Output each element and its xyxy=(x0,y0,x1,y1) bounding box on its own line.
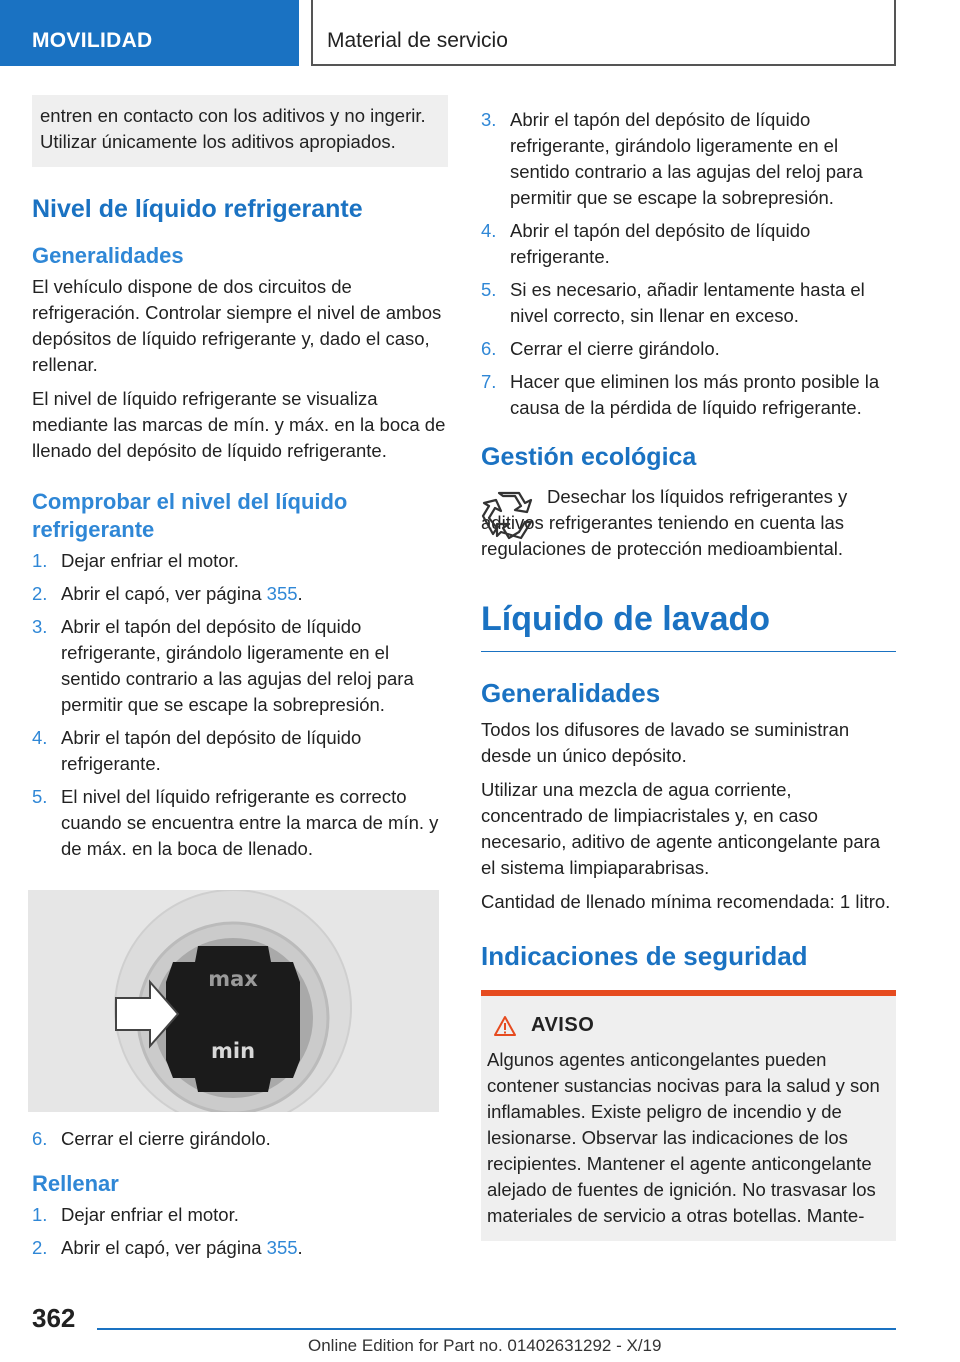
heading-general: Generalidades xyxy=(32,243,184,268)
list-item: 7. Hacer que eliminen los más pronto posible la causa de la pérdida de líquido refrigerante. xyxy=(481,371,880,418)
eco-note xyxy=(481,484,896,562)
note-box: entren en contacto con los aditivos y no ingerir. Utilizar únicamente los aditivos apropiados. xyxy=(32,95,448,167)
list-item: 4. Abrir el tapón del depósito de líquido refrigerante. xyxy=(32,727,362,774)
heading-coolant-level: Nivel de líquido refrigerante xyxy=(32,195,363,223)
eco-text: Desechar los líquidos refrigerantes y aditivos refrigerantes teniendo en cuenta las regulaciones de protección medioambiental. xyxy=(481,486,848,559)
paragraph: Todos los difusores de lavado se suministran desde un único depósito. xyxy=(481,719,850,766)
heading-washer-fluid: Líquido de lavado xyxy=(481,600,896,652)
page-link[interactable]: 355 xyxy=(266,583,298,604)
footer-edition: Online Edition for Part no. 01402631292 - X/19 xyxy=(308,1336,662,1355)
paragraph: El vehículo dispone de dos circuitos de refrigeración. Controlar siempre el nivel de ambos depósitos de líquido refrigerante y, dado el caso, rellenar. xyxy=(32,276,442,375)
coolant-cap-figure xyxy=(28,890,439,1112)
right-column xyxy=(481,107,896,1241)
list-item: 2. Abrir el capó, ver página 355. xyxy=(32,583,303,604)
paragraph: Utilizar una mezcla de agua corriente, concentrado de limpiacristales y, en caso necesario, aditivo de agente anticongelante para el sistema limpiaparabrisas. xyxy=(481,779,881,878)
check-steps-list-cont xyxy=(32,1126,448,1152)
list-item: 5. El nivel del líquido refrigerante es correcto cuando se encuentra entre la marca de mín. y de máx. en la boca de llenado. xyxy=(32,786,439,859)
list-item: 5. Si es necesario, añadir lentamente hasta el nivel correcto, sin llenar en exceso. xyxy=(481,279,865,326)
left-column xyxy=(32,95,448,1268)
list-item: 6. Cerrar el cierre girándolo. xyxy=(32,1128,271,1149)
recycle-icon xyxy=(481,488,537,544)
warning-text: Algunos agentes anticongelantes pueden contener sustancias nocivas para la salud y son inflamables. Existe peligro de incendio y de lesionarse. Observar las indicaciones de los recipientes. Mantener el agente anticongelante alejado de fuentes de ignición. No trasvasar los materiales de servicio a otras botellas. Mante- xyxy=(487,1049,880,1226)
footer-divider xyxy=(97,1328,896,1330)
section-tab xyxy=(0,0,299,66)
heading-check-level: Comprobar el nivel del líquido refrigerante xyxy=(32,489,348,542)
heading-eco: Gestión ecológica xyxy=(481,443,697,471)
list-item: 3. Abrir el tapón del depósito de líquido refrigerante, girándolo ligeramente en el sentido contrario a las agujas del reloj para permitir que se escape la sobrepresión. xyxy=(481,109,863,208)
min-mark: min xyxy=(210,1039,256,1063)
max-mark: max xyxy=(208,967,258,991)
list-item: 6. Cerrar el cierre girándolo. xyxy=(481,338,720,359)
heading-general: Generalidades xyxy=(481,678,661,708)
page-number: 362 xyxy=(32,1303,76,1333)
page-link[interactable]: 355 xyxy=(266,1237,298,1258)
list-item: 2. Abrir el capó, ver página 355. xyxy=(32,1237,303,1258)
refill-steps-list xyxy=(32,1202,448,1261)
warning-icon xyxy=(493,1015,517,1037)
section-label: MOVILIDAD xyxy=(32,29,153,52)
warning-box xyxy=(481,990,896,1241)
page-header xyxy=(311,0,896,66)
warning-header xyxy=(487,1014,888,1037)
list-item: 4. Abrir el tapón del depósito de líquido refrigerante. xyxy=(481,220,811,267)
refill-steps-list-cont xyxy=(481,107,896,421)
header-title: Material de servicio xyxy=(327,29,508,52)
heading-refill: Rellenar xyxy=(32,1171,119,1196)
coolant-cap-illustration xyxy=(28,890,439,1112)
heading-safety: Indicaciones de seguridad xyxy=(481,941,808,971)
list-item: 1. Dejar enfriar el motor. xyxy=(32,1204,239,1225)
paragraph: El nivel de líquido refrigerante se visualiza mediante las marcas de mín. y máx. en la boca de llenado del depósito de líquido refrigerante. xyxy=(32,388,446,461)
check-steps-list xyxy=(32,548,448,862)
list-item: 3. Abrir el tapón del depósito de líquido refrigerante, girándolo ligeramente en el sentido contrario a las agujas del reloj para permitir que se escape la sobrepresión. xyxy=(32,616,414,715)
list-item: 1. Dejar enfriar el motor. xyxy=(32,550,239,571)
warning-title: AVISO xyxy=(531,1014,595,1036)
paragraph: Cantidad de llenado mínima recomendada: 1 litro. xyxy=(481,891,891,912)
